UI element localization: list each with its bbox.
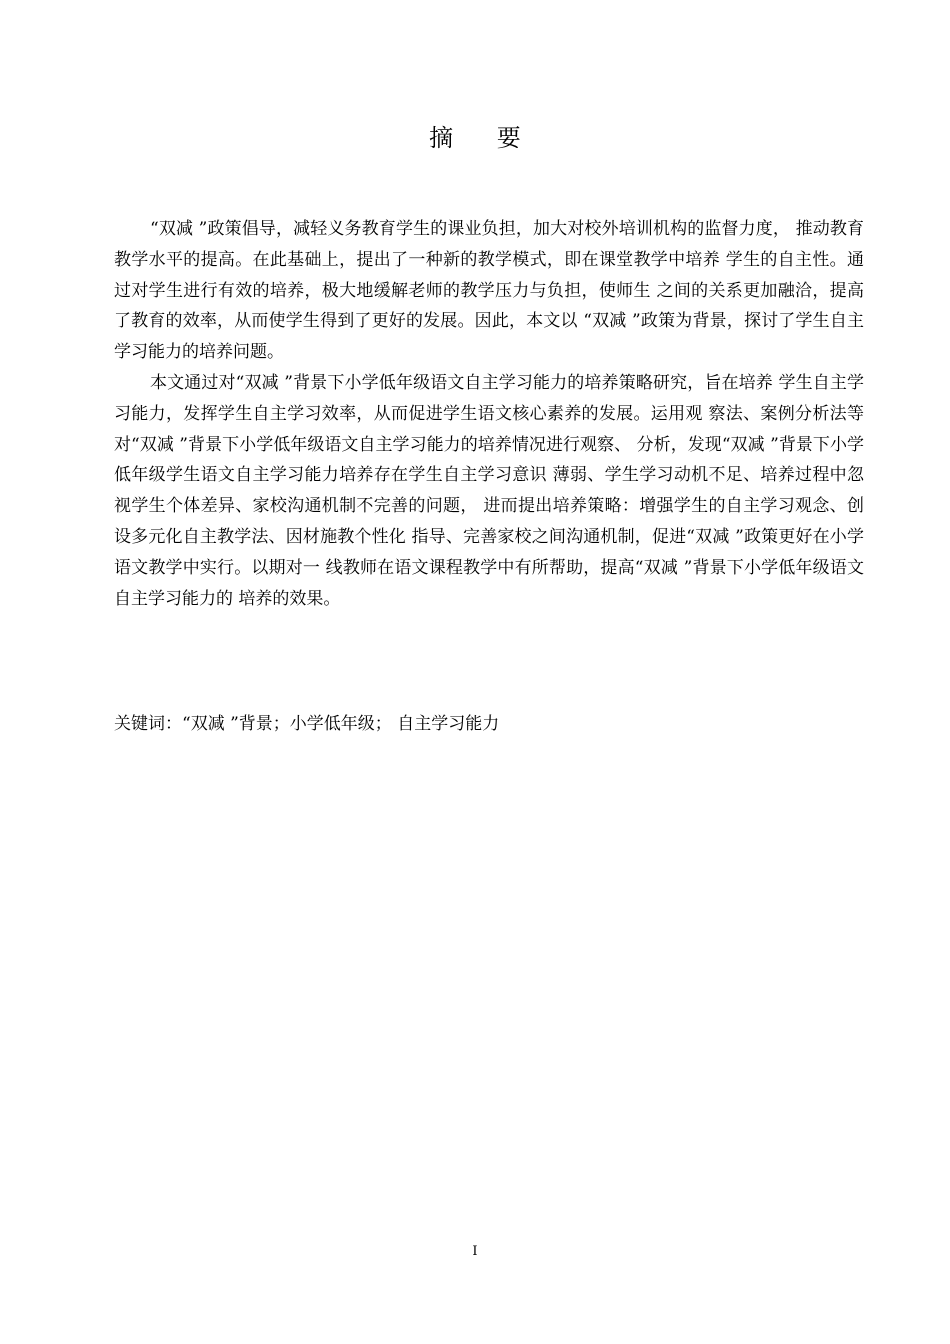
abstract-paragraph-1: “双减 ”政策倡导，减轻义务教育学生的课业负担，加大对校外培训机构的监督力度， 推动教育教学水平的提高。在此基础上，提出了一种新的教学模式，即在课堂教学中培养 学生的自主性。通过对学生进行有效的培养，极大地缓解老师的教学压力与负担，使师生 之间的关系更加融洽，提高了教育的效率，从而使学生得到了更好的发展。因此，本文以 “双减 ”政策为背景，探讨了学生自主学习能力的培养问题。 <box>114 219 864 363</box>
abstract-body <box>114 214 864 614</box>
abstract-title: 摘 要 <box>429 124 539 152</box>
page-number: I <box>472 1244 478 1259</box>
keywords-line: 关键词：“双减 ”背景；小学低年级； 自主学习能力 <box>114 714 500 734</box>
abstract-paragraph-2: 本文通过对“双减 ”背景下小学低年级语文自主学习能力的培养策略研究，旨在培养 学生自主学习能力，发挥学生自主学习效率，从而促进学生语文核心素养的发展。运用观 察法、案例分析法等对“双减 ”背景下小学低年级语文自主学习能力的培养情况进行观察、 分析，发现“双减 ”背景下小学低年级学生语文自主学习能力培养存在学生自主学习意识 薄弱、学生学习动机不足、培养过程中忽视学生个体差异、家校沟通机制不完善的问题， 进而提出培养策略：增强学生的自主学习观念、创设多元化自主教学法、因材施教个性化 指导、完善家校之间沟通机制，促进“双减 ”政策更好在小学语文教学中实行。以期对一 线教师在语文课程教学中有所帮助，提高“双减 ”背景下小学低年级语文自主学习能力的 培养的效果。 <box>114 372 864 609</box>
